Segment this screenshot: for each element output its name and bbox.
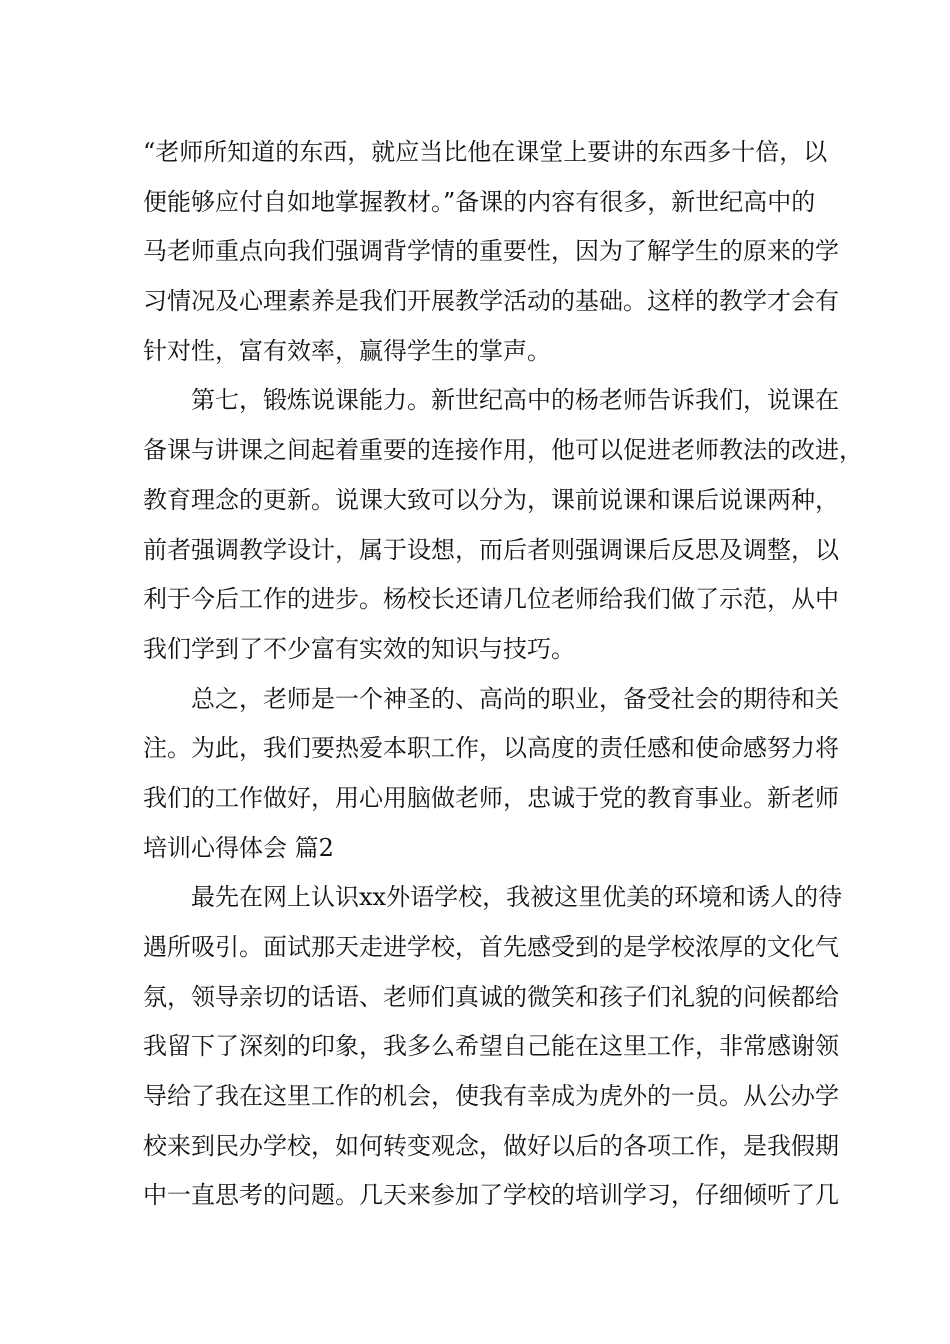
text-line: 便能够应付自如地掌握教材。”备课的内容有很多，新世纪高中的 bbox=[143, 187, 816, 216]
text-line: 马老师重点向我们强调背学情的重要性，因为了解学生的原来的学 bbox=[143, 237, 839, 266]
text-line: 校来到民办学校，如何转变观念，做好以后的各项工作，是我假期 bbox=[143, 1131, 839, 1160]
text-line: 备课与讲课之间起着重要的连接作用，他可以促进老师教法的改进， bbox=[143, 436, 863, 465]
text-line: 我们的工作做好，用心用脑做老师，忠诚于党的教育事业。新老师 bbox=[143, 783, 839, 812]
text-line: 氛，领导亲切的话语、老师们真诚的微笑和孩子们礼貌的问候都给 bbox=[143, 982, 839, 1011]
paragraph-first-line: 最先在网上认识xx外语学校，我被这里优美的环境和诱人的待 bbox=[191, 883, 843, 912]
section-heading-line: 培训心得体会 篇2 bbox=[143, 833, 334, 862]
text-line: 我留下了深刻的印象，我多么希望自己能在这里工作，非常感谢领 bbox=[143, 1032, 839, 1061]
text-line: 针对性，富有效率，赢得学生的掌声。 bbox=[143, 336, 551, 365]
text-line: 导给了我在这里工作的机会，使我有幸成为虎外的一员。从公办学 bbox=[143, 1082, 839, 1111]
text-line: 注。为此，我们要热爱本职工作，以高度的责任感和使命感努力将 bbox=[143, 734, 839, 763]
text-line: “老师所知道的东西，就应当比他在课堂上要讲的东西多十倍，以 bbox=[143, 138, 828, 166]
paragraph-first-line: 总之，老师是一个神圣的、高尚的职业，备受社会的期待和关 bbox=[191, 684, 839, 713]
text-line: 利于今后工作的进步。杨校长还请几位老师给我们做了示范，从中 bbox=[143, 585, 839, 614]
text-line: 教育理念的更新。说课大致可以分为，课前说课和课后说课两种， bbox=[143, 485, 839, 514]
text-line: 前者强调教学设计，属于设想，而后者则强调课后反思及调整，以 bbox=[143, 535, 839, 564]
text-line: 习情况及心理素养是我们开展教学活动的基础。这样的教学才会有 bbox=[143, 287, 839, 316]
text-line: 遇所吸引。面试那天走进学校，首先感受到的是学校浓厚的文化气 bbox=[143, 933, 839, 961]
body-text bbox=[143, 128, 863, 1221]
text-line: 中一直思考的问题。几天来参加了学校的培训学习，仔细倾听了几 bbox=[143, 1181, 839, 1210]
paragraph-first-line: 第七，锻炼说课能力。新世纪高中的杨老师告诉我们，说课在 bbox=[191, 386, 839, 415]
text-line: 我们学到了不少富有实效的知识与技巧。 bbox=[143, 634, 575, 663]
